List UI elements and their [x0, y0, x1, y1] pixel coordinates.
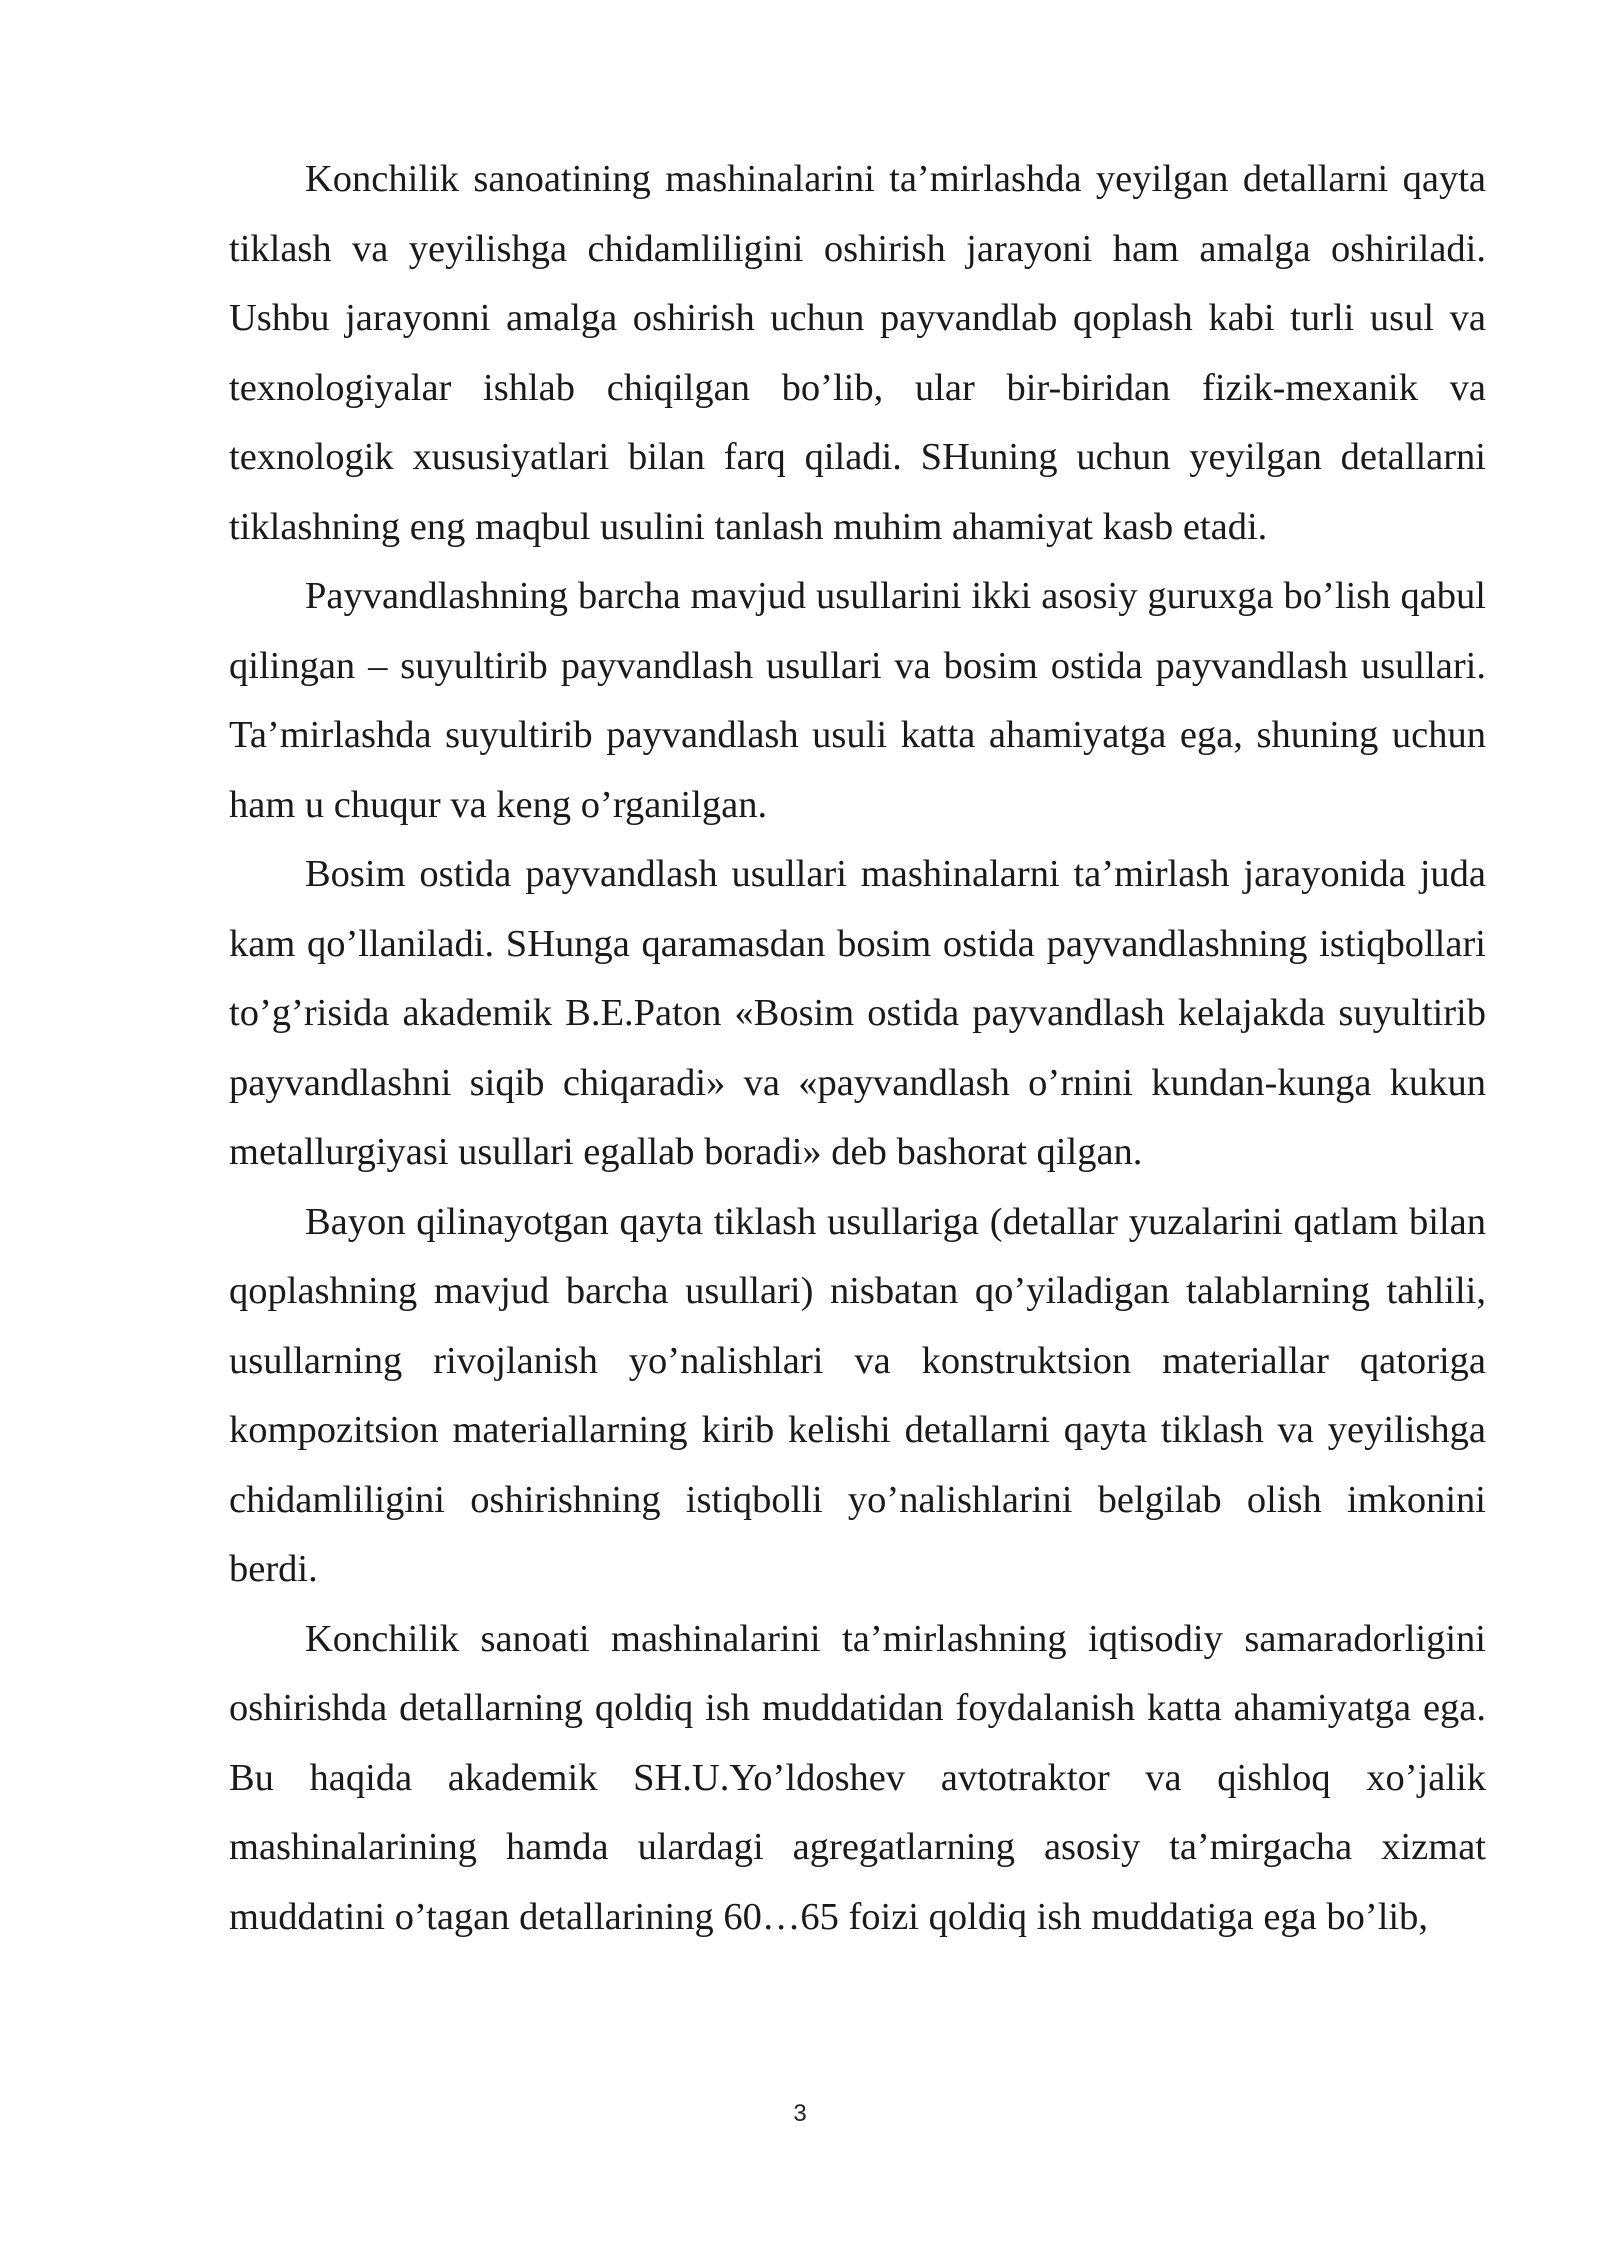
page-number: 3: [793, 2100, 807, 2127]
paragraph-2: Payvandlashning barcha mavjud usullarini ikki asosiy guruxga bo’lish qabul qilingan – suyultirib payvandlash usullari va bosim ostida payvandlash usullari. Ta’mirlashda suyultirib payvandlash usuli katta ahamiyatga ega, shuning uchun ham u chuqur va keng o’rganilgan.: [229, 575, 1486, 826]
paragraph-1: Konchilik sanoatining mashinalarini ta’mirlashda yeyilgan detallarni qayta tiklash va yeyilishga chidamliligini oshirish jarayoni ham amalga oshiriladi. Ushbu jarayonni amalga oshirish uchun payvandlab qoplash kabi turli usul va texnologiyalar ishlab chiqilgan bo’lib, ular bir-biridan fizik-mexanik va texnologik xususiyatlari bilan farq qiladi. SHuning uchun yeyilgan detallarni tiklashning eng maqbul usulini tanlash muhim ahamiyat kasb etadi.: [229, 158, 1486, 548]
document-body: [229, 145, 1486, 1952]
paragraph-3: Bosim ostida payvandlash usullari mashinalarni ta’mirlash jarayonida juda kam qo’llaniladi. SHunga qaramasdan bosim ostida payvandlashning istiqbollari to’g’risida akademik B.E.Paton «Bosim ostida payvandlash kelajakda suyultirib payvandlashni siqib chiqaradi» va «payvandlash o’rnini kundan-kunga kukun metallurgiyasi usullari egallab boradi» deb bashorat qilgan.: [229, 853, 1486, 1173]
paragraph-5: Konchilik sanoati mashinalarini ta’mirlashning iqtisodiy samaradorligini oshirishda detallarning qoldiq ish muddatidan foydalanish katta ahamiyatga ega. Bu haqida akademik SH.U.Yo’ldoshev avtotraktor va qishloq xo’jalik mashinalarining hamda ulardagi agregatlarning asosiy ta’mirgacha xizmat muddatini o’tagan detallarining 60…65 foizi qoldiq ish muddatiga ega bo’lib,: [229, 1617, 1486, 1938]
paragraph-4: Bayon qilinayotgan qayta tiklash usullariga (detallar yuzalarini qatlam bilan qoplashning mavjud barcha usullari) nisbatan qo’yiladigan talablarning tahlili, usullarning rivojlanish yo’nalishlari va konstruktsion materiallar qatoriga kompozitsion materiallarning kirib kelishi detallarni qayta tiklash va yeyilishga chidamliligini oshirishning istiqbolli yo’nalishlarini belgilab olish imkonini berdi.: [229, 1200, 1486, 1590]
